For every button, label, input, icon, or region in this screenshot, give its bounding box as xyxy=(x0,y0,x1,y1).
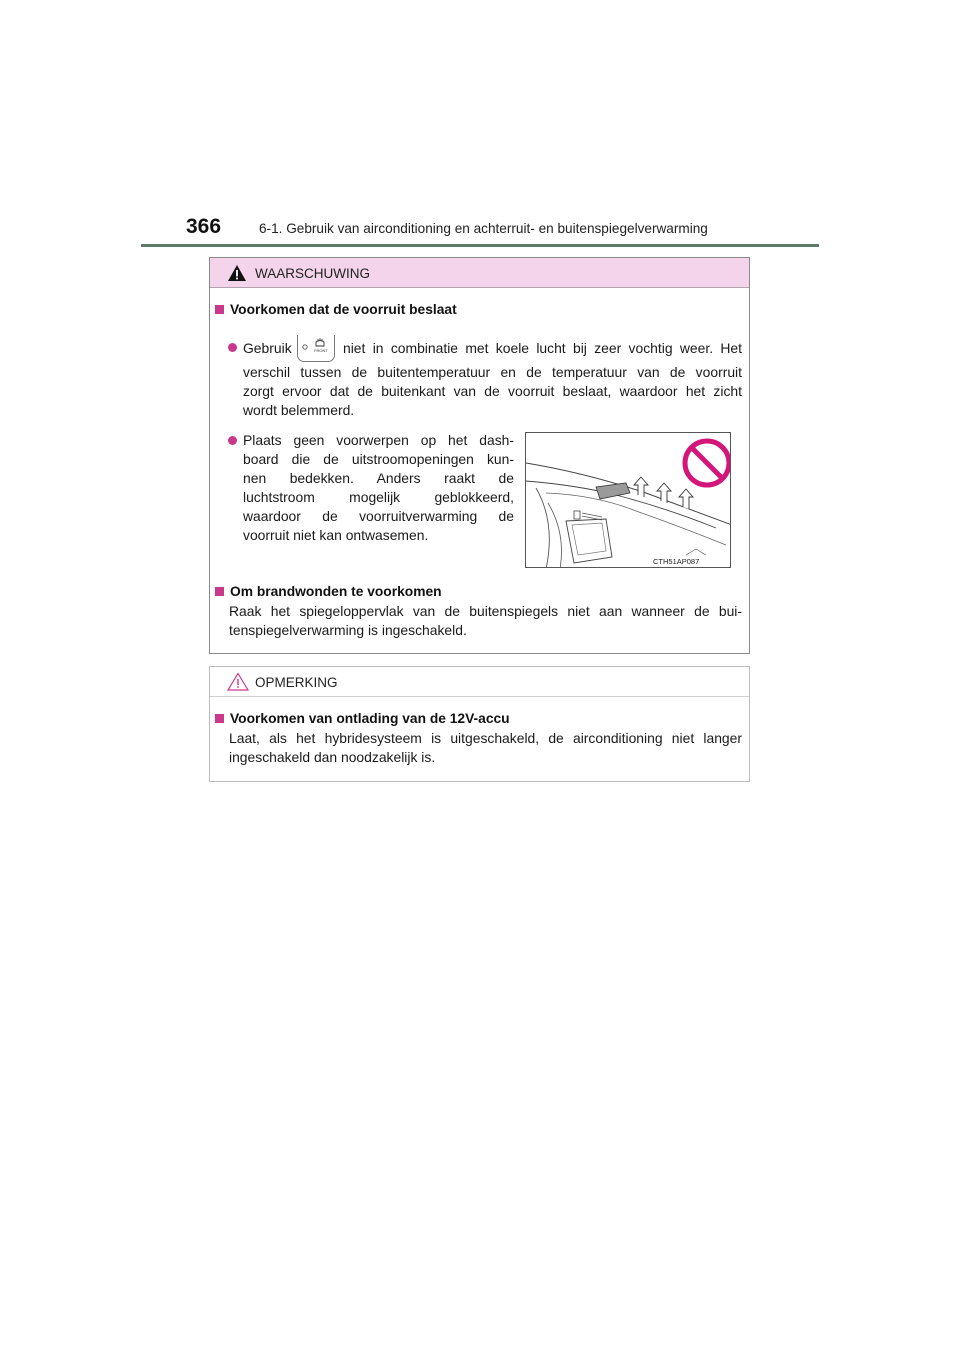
notice-heading-battery xyxy=(215,711,510,726)
warning-heading-burn xyxy=(215,584,442,599)
square-bullet-icon xyxy=(215,587,224,596)
notice-label: OPMERKING xyxy=(255,675,338,690)
warning-triangle-icon xyxy=(227,264,247,282)
bullet1-body: verschil tussen de buitentemperatuur en de temperatuur van de voorruit zorgt ervoor dat de buitenkant van de voorruit beslaat, waardoor het zicht wordt belemmerd. xyxy=(243,364,742,418)
dashboard-illustration xyxy=(525,432,731,568)
notice-heading-battery-text: Voorkomen van ontlading van de 12V-accu xyxy=(230,711,510,726)
section-title: 6-1. Gebruik van airconditioning en achterruit- en buitenspiegelverwarming xyxy=(259,221,708,236)
page-number: 366 xyxy=(186,215,222,238)
round-bullet-icon xyxy=(228,436,237,445)
notice-battery-body: Laat, als het hybridesysteem is uitgeschakeld, de airconditioning niet langer ingeschakeld dan noodzakelijk is. xyxy=(229,730,742,765)
svg-text:FRONT: FRONT xyxy=(314,348,328,353)
dashboard-drawing xyxy=(526,433,731,568)
header-rule xyxy=(141,244,819,247)
front-defroster-button-icon xyxy=(297,335,335,362)
notice-header xyxy=(210,667,749,697)
bullet1-prefix: Gebruik xyxy=(243,340,292,356)
warning-heading-burn-text: Om brandwonden te voorkomen xyxy=(230,584,442,599)
warning-burn-body: Raak het spiegeloppervlak van de buitenspiegels niet aan wanneer de bui- tenspiegelverwarming is ingeschakeld. xyxy=(229,603,742,638)
bullet1-suffix: niet in combinatie met koele lucht bij zeer vochtig weer. Het xyxy=(343,340,742,356)
bullet2-body: Plaats geen voorwerpen op het dash- board die de uitstroomopeningen kun- nen bedekken. Anders raakt de luchtstroom mogelijk geblokkeerd, waardoor de voorruitverwarming de voorruit niet kan ontwasemen. xyxy=(243,432,514,543)
warning-heading-fog xyxy=(215,302,457,317)
round-bullet-icon xyxy=(228,343,237,352)
warning-header xyxy=(210,258,749,288)
illustration-code: CTH51AP087 xyxy=(653,557,700,566)
square-bullet-icon xyxy=(215,714,224,723)
warning-heading-fog-text: Voorkomen dat de voorruit beslaat xyxy=(230,302,457,317)
warning-label: WAARSCHUWING xyxy=(255,266,370,281)
square-bullet-icon xyxy=(215,305,224,314)
notice-triangle-icon xyxy=(227,672,249,691)
